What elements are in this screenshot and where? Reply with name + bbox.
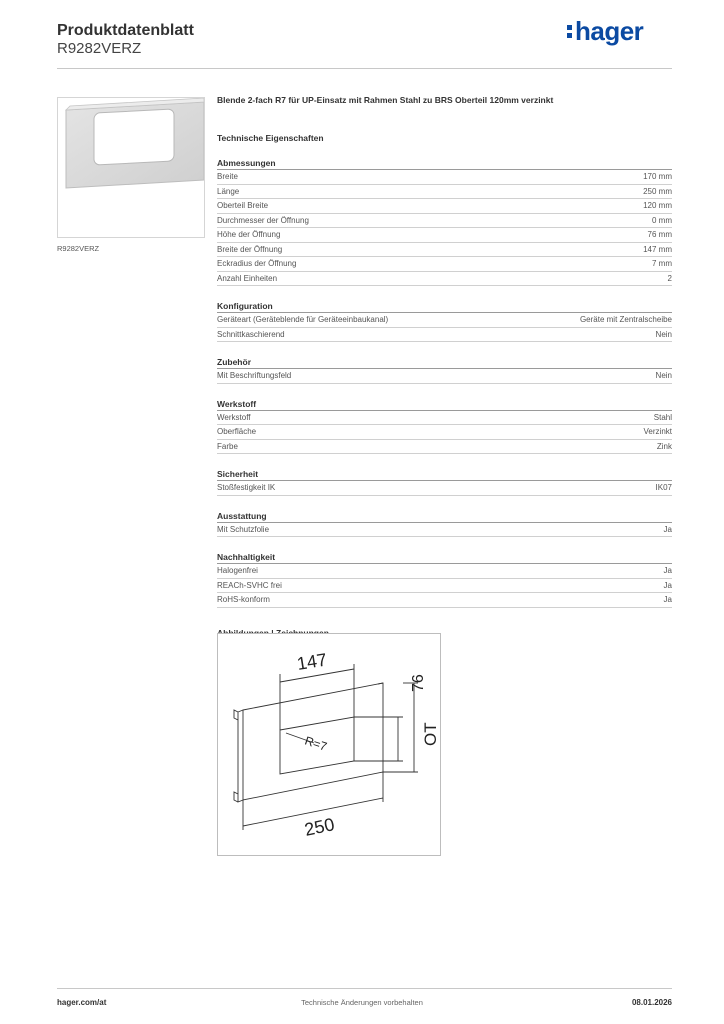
section-zubeh-r bbox=[217, 356, 672, 384]
property-label: RoHS-konform bbox=[217, 595, 270, 604]
property-label: Anzahl Einheiten bbox=[217, 273, 278, 283]
property-row bbox=[217, 425, 672, 440]
property-value: Ja bbox=[663, 580, 672, 590]
property-row bbox=[217, 313, 672, 328]
property-value: Verzinkt bbox=[643, 427, 672, 436]
property-label: Mit Beschriftungsfeld bbox=[217, 371, 292, 380]
product-plate-icon bbox=[58, 98, 204, 237]
property-row bbox=[217, 185, 672, 200]
property-label: Höhe der Öffnung bbox=[217, 230, 281, 239]
property-label: Stoßfestigkeit IK bbox=[217, 483, 276, 492]
property-value: 170 mm bbox=[643, 172, 672, 181]
property-row bbox=[217, 228, 672, 243]
property-row bbox=[217, 199, 672, 214]
property-label: Halogenfrei bbox=[217, 566, 258, 575]
property-value: 2 bbox=[667, 273, 672, 283]
section-heading: Zubehör bbox=[217, 356, 672, 369]
property-label: Breite bbox=[217, 172, 238, 181]
property-label: Farbe bbox=[217, 441, 238, 451]
product-image-caption: R9282VERZ bbox=[57, 244, 100, 253]
technical-drawing bbox=[217, 633, 441, 856]
property-value: IK07 bbox=[655, 483, 672, 492]
property-value: 7 mm bbox=[652, 259, 672, 268]
property-value: Nein bbox=[655, 371, 672, 380]
section-heading: Ausstattung bbox=[217, 510, 672, 523]
section-heading: Konfiguration bbox=[217, 300, 672, 313]
main-content bbox=[217, 95, 672, 640]
section-nachhaltigkeit bbox=[217, 551, 672, 608]
section-heading: Sicherheit bbox=[217, 468, 672, 481]
dimension-height-label: 76 bbox=[410, 674, 427, 692]
technical-properties-heading: Technische Eigenschaften bbox=[217, 133, 324, 143]
logo-dots-icon bbox=[567, 16, 573, 38]
property-row bbox=[217, 411, 672, 426]
property-row bbox=[217, 243, 672, 258]
property-row bbox=[217, 481, 672, 496]
document-title: Produktdatenblatt bbox=[57, 22, 194, 39]
property-value: Ja bbox=[663, 524, 672, 534]
properties-sections bbox=[217, 157, 672, 608]
footer-notice: Technische Änderungen vorbehalten bbox=[301, 998, 423, 1007]
property-value: Nein bbox=[655, 329, 672, 339]
section-heading: Werkstoff bbox=[217, 398, 672, 411]
property-label: Breite der Öffnung bbox=[217, 244, 283, 254]
property-row bbox=[217, 170, 672, 185]
property-value: 0 mm bbox=[652, 215, 672, 225]
header-divider bbox=[57, 68, 672, 69]
property-label: Oberteil Breite bbox=[217, 201, 269, 210]
property-label: Werkstoff bbox=[217, 412, 251, 422]
dimension-drawing bbox=[218, 634, 440, 855]
dimension-side-label: OT bbox=[421, 722, 440, 746]
property-value: Ja bbox=[663, 595, 672, 604]
property-label: Schnittkaschierend bbox=[217, 329, 285, 339]
property-label: Durchmesser der Öffnung bbox=[217, 215, 309, 225]
property-row bbox=[217, 328, 672, 343]
property-label: REACh-SVHC frei bbox=[217, 580, 282, 590]
section-ausstattung bbox=[217, 510, 672, 538]
property-label: Geräteart (Geräteblende für Geräteeinbaukanal) bbox=[217, 315, 389, 324]
footer-divider bbox=[57, 988, 672, 989]
document-subtitle: R9282VERZ bbox=[57, 40, 142, 57]
property-label: Mit Schutzfolie bbox=[217, 524, 270, 534]
section-sicherheit bbox=[217, 468, 672, 496]
property-row bbox=[217, 593, 672, 608]
property-row bbox=[217, 523, 672, 538]
property-value: Stahl bbox=[653, 412, 672, 422]
product-image bbox=[57, 97, 205, 238]
property-value: 76 mm bbox=[647, 230, 672, 239]
dimension-radius-label: R=7 bbox=[303, 733, 329, 754]
property-label: Oberfläche bbox=[217, 427, 257, 436]
dimension-length-label: 250 bbox=[302, 814, 337, 840]
property-row bbox=[217, 257, 672, 272]
footer-website: hager.com/at bbox=[57, 998, 107, 1007]
property-label: Länge bbox=[217, 186, 240, 196]
property-label: Eckradius der Öffnung bbox=[217, 259, 297, 268]
section-heading: Nachhaltigkeit bbox=[217, 551, 672, 564]
property-value: 147 mm bbox=[643, 244, 672, 254]
property-row bbox=[217, 440, 672, 455]
property-row bbox=[217, 214, 672, 229]
property-row bbox=[217, 579, 672, 594]
property-value: Geräte mit Zentralscheibe bbox=[579, 315, 672, 324]
property-row bbox=[217, 272, 672, 287]
logo-text: hager bbox=[575, 16, 644, 46]
property-value: 120 mm bbox=[643, 201, 672, 210]
property-value: Ja bbox=[663, 566, 672, 575]
section-werkstoff bbox=[217, 398, 672, 455]
section-heading: Abmessungen bbox=[217, 157, 672, 170]
hager-logo bbox=[567, 16, 643, 47]
product-description: Blende 2-fach R7 für UP-Einsatz mit Rahmen Stahl zu BRS Oberteil 120mm verzinkt bbox=[217, 95, 554, 105]
dimension-width-label: 147 bbox=[295, 649, 329, 674]
section-abmessungen bbox=[217, 157, 672, 286]
footer-date: 08.01.2026 bbox=[631, 998, 672, 1007]
section-konfiguration bbox=[217, 300, 672, 342]
property-value: 250 mm bbox=[643, 186, 672, 196]
property-row bbox=[217, 369, 672, 384]
property-value: Zink bbox=[656, 441, 672, 451]
property-row bbox=[217, 564, 672, 579]
